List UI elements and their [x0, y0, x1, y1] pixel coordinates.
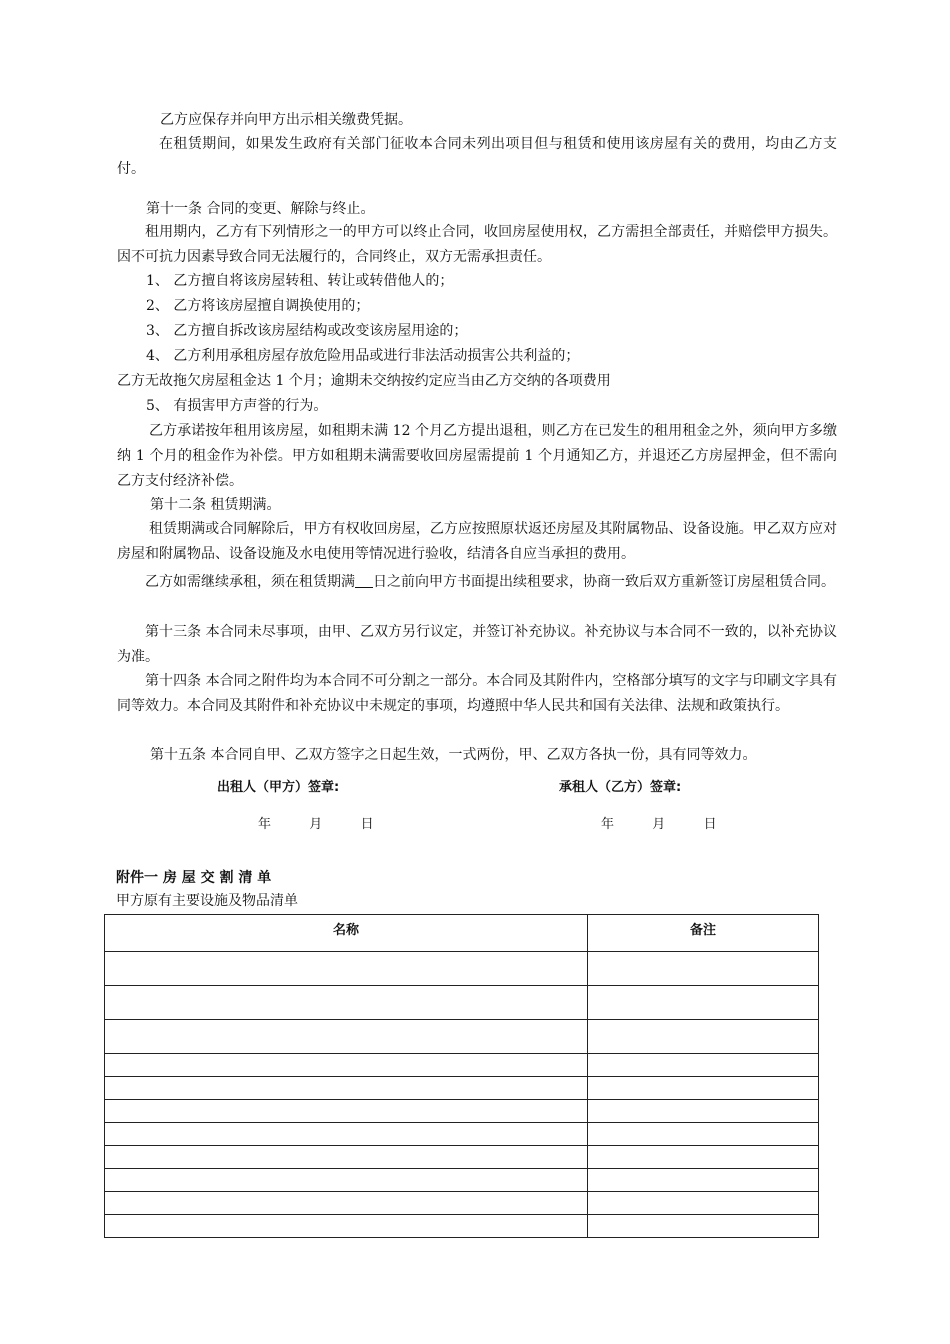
article-12-body: 租赁期满或合同解除后，甲方有权收回房屋，乙方应按照原状返还房屋及其附属物品、设备设施。甲乙双方应对房屋和附属物品、设备设施及水电使用等情况进行验收，结清各自应当承担的费用。	[117, 521, 837, 562]
list-item-4: 4、 乙方利用承租房屋存放危险用品或进行非法活动损害公共利益的；	[146, 348, 580, 364]
list-item-2: 2、 乙方将该房屋擅自调换使用的；	[146, 298, 370, 314]
table-row	[105, 1054, 819, 1077]
table-cell[interactable]	[105, 1169, 588, 1192]
renewal-text-part2: 日之前向甲方书面提出续租要求，协商一致后双方重新签订房屋租赁合同。	[373, 574, 835, 590]
table-cell[interactable]	[588, 1077, 819, 1100]
table-cell[interactable]	[105, 986, 588, 1020]
table-cell[interactable]	[105, 952, 588, 986]
table-cell[interactable]	[105, 1020, 588, 1054]
paragraph-receipts: 乙方应保存并向甲方出示相关缴费凭据。	[160, 112, 412, 128]
table-cell[interactable]	[105, 1123, 588, 1146]
paragraph-extra-fees: 在租赁期间，如果发生政府有关部门征收本合同未列出项目但与租赁和使用该房屋有关的费用，均由乙方支付。	[117, 136, 837, 177]
column-header-remarks: 备注	[588, 915, 819, 952]
column-header-name: 名称	[105, 915, 588, 952]
list-item-5: 5、 有损害甲方声誉的行为。	[146, 398, 328, 414]
table-cell[interactable]	[588, 1123, 819, 1146]
renewal-days-blank	[355, 573, 373, 588]
table-cell[interactable]	[588, 1100, 819, 1123]
lessor-date-day: 日	[360, 817, 374, 832]
list-item-1: 1、 乙方擅自将该房屋转租、转让或转借他人的；	[146, 273, 454, 289]
table-row	[105, 1215, 819, 1238]
paragraph-renewal	[117, 570, 837, 595]
article-14: 第十四条 本合同之附件均为本合同不可分割之一部分。本合同及其附件内，空格部分填写的文字与印刷文字具有同等效力。本合同及其附件和补充协议中未规定的事项，均遵照中华人民共和国有关法律、法规和政策执行。	[117, 673, 837, 714]
table-cell[interactable]	[105, 1054, 588, 1077]
renewal-text-part1: 乙方如需继续承租，须在租赁期满	[145, 574, 355, 590]
lessee-date-year: 年	[601, 817, 615, 832]
annex-title: 附件一 房 屋 交 割 清 单	[116, 870, 272, 886]
table-row	[105, 1169, 819, 1192]
table-cell[interactable]	[588, 1169, 819, 1192]
table-row	[105, 1020, 819, 1054]
lessee-signature-label: 承租人（乙方）签章:	[559, 780, 682, 795]
table-row	[105, 1077, 819, 1100]
table-cell[interactable]	[105, 1146, 588, 1169]
article-11-title: 第十一条 合同的变更、解除与终止。	[146, 201, 375, 217]
table-cell[interactable]	[588, 1146, 819, 1169]
handover-items-table	[104, 914, 819, 1238]
lessee-date-day: 日	[703, 817, 717, 832]
lessor-signature-label: 出租人（甲方）签章:	[217, 780, 340, 795]
lessee-date	[601, 815, 717, 835]
table-row	[105, 1123, 819, 1146]
article-13: 第十三条 本合同未尽事项，由甲、乙双方另行议定，并签订补充协议。补充协议与本合同不一致的，以补充协议为准。	[117, 624, 837, 665]
table-row	[105, 1100, 819, 1123]
table-row	[105, 952, 819, 986]
table-cell[interactable]	[588, 1020, 819, 1054]
list-item-3: 3、 乙方擅自拆改该房屋结构或改变该房屋用途的；	[146, 323, 468, 339]
table-cell[interactable]	[105, 1215, 588, 1238]
table-row	[105, 1192, 819, 1215]
lessor-date-year: 年	[258, 817, 272, 832]
article-15: 第十五条 本合同自甲、乙双方签字之日起生效，一式两份，甲、乙双方各执一份，具有同等效力。	[150, 747, 757, 763]
table-cell[interactable]	[588, 1192, 819, 1215]
annex-subtitle: 甲方原有主要设施及物品清单	[116, 893, 298, 909]
lessor-date	[258, 815, 374, 835]
table-cell[interactable]	[588, 952, 819, 986]
article-11-body: 租用期内，乙方有下列情形之一的甲方可以终止合同，收回房屋使用权，乙方需担全部责任，并赔偿甲方损失。因不可抗力因素导致合同无法履行的，合同终止，双方无需承担责任。	[117, 224, 837, 265]
table-cell[interactable]	[588, 1215, 819, 1238]
lessor-date-month: 月	[309, 817, 323, 832]
table-cell[interactable]	[105, 1100, 588, 1123]
table-cell[interactable]	[588, 986, 819, 1020]
list-item-4-continued: 乙方无故拖欠房屋租金达 1 个月；逾期未交纳按约定应当由乙方交纳的各项费用	[117, 373, 611, 389]
table-cell[interactable]	[105, 1077, 588, 1100]
lessee-date-month: 月	[652, 817, 666, 832]
article-12-title: 第十二条 租赁期满。	[150, 497, 281, 513]
table-cell[interactable]	[105, 1192, 588, 1215]
table-header-row	[105, 915, 819, 952]
table-cell[interactable]	[588, 1054, 819, 1077]
table-row	[105, 986, 819, 1020]
paragraph-lease-commitment: 乙方承诺按年租用该房屋，如租期未满 12 个月乙方提出退租，则乙方在已发生的租用租金之外，须向甲方多缴纳 1 个月的租金作为补偿。甲方如租期未满需要收回房屋需提前 1 个月通知乙方，并退还乙方房屋押金，但不需向乙方支付经济补偿。	[117, 423, 837, 489]
table-row	[105, 1146, 819, 1169]
